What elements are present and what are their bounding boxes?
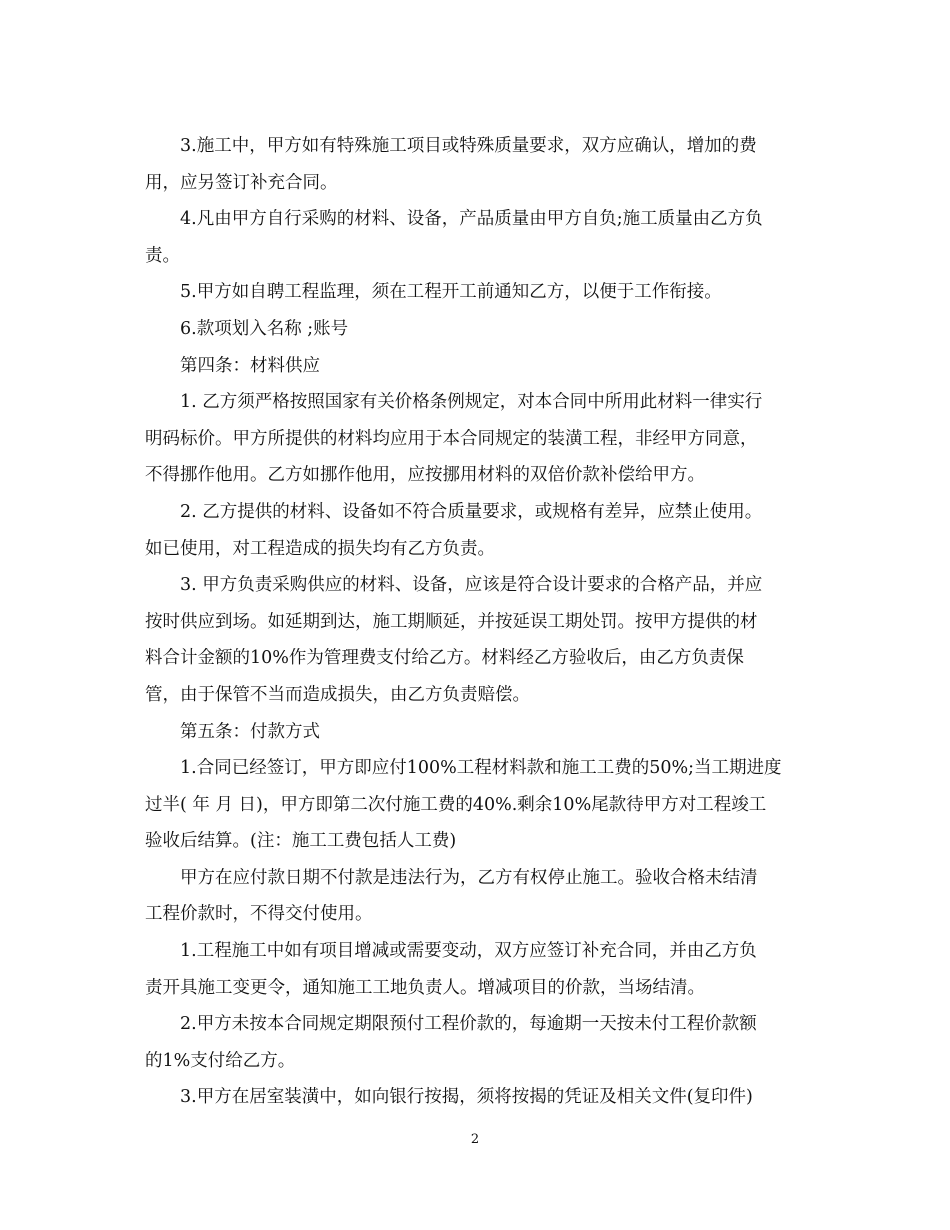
text-line: 6.款项划入名称 ;账号 bbox=[180, 318, 349, 339]
text-line: 不得挪作他用。乙方如挪作他用，应按挪用材料的双倍价款补偿给甲方。 bbox=[145, 465, 705, 486]
text-line: 2.甲方未按本合同规定期限预付工程价款的，每逾期一天按未付工程价款额 bbox=[180, 1014, 757, 1035]
text-line: 的1%支付给乙方。 bbox=[145, 1050, 296, 1071]
text-line: 1.工程施工中如有项目增减或需要变动，双方应签订补充合同，并由乙方负 bbox=[180, 941, 757, 962]
text-line: 料合计金额的10%作为管理费支付给乙方。材料经乙方验收后，由乙方负责保 bbox=[145, 648, 744, 669]
text-line: 管，由于保管不当而造成损失，由乙方负责赔偿。 bbox=[145, 684, 530, 705]
text-line: 责开具施工变更令，通知施工工地负责人。增减项目的价款，当场结清。 bbox=[145, 977, 705, 998]
text-line: 过半( 年 月 日)，甲方即第二次付施工费的40%.剩余10%尾款待甲方对工程竣工 bbox=[145, 794, 767, 815]
text-line: 3.甲方在居室装潢中，如向银行按揭，须将按揭的凭证及相关文件(复印件) bbox=[180, 1087, 753, 1108]
section-heading: 第五条：付款方式 bbox=[180, 721, 320, 742]
text-line: 如已使用，对工程造成的损失均有乙方负责。 bbox=[145, 538, 495, 559]
text-line: 5.甲方如自聘工程监理，须在工程开工前通知乙方，以便于工作衔接。 bbox=[180, 282, 722, 303]
text-line: 1.合同已经签订，甲方即应付100%工程材料款和施工工费的50%;当工期进度 bbox=[180, 758, 782, 779]
text-line: 工程价款时，不得交付使用。 bbox=[145, 904, 373, 925]
text-line: 1. 乙方须严格按照国家有关价格条例规定，对本合同中所用此材料一律实行 bbox=[180, 392, 763, 413]
text-line: 用，应另签订补充合同。 bbox=[145, 172, 338, 193]
text-line: 甲方在应付款日期不付款是违法行为，乙方有权停止施工。验收合格未结清 bbox=[180, 867, 758, 888]
text-line: 3. 甲方负责采购供应的材料、设备，应该是符合设计要求的合格产品，并应 bbox=[180, 575, 763, 596]
text-line: 验收后结算。(注：施工工费包括人工费) bbox=[145, 831, 457, 852]
document-body bbox=[145, 128, 809, 1116]
text-line: 2. 乙方提供的材料、设备如不符合质量要求，或规格有差异，应禁止使用。 bbox=[180, 501, 763, 522]
section-heading: 第四条：材料供应 bbox=[180, 355, 320, 376]
text-line: 责。 bbox=[145, 245, 180, 266]
text-line: 4.凡由甲方自行采购的材料、设备，产品质量由甲方自负;施工质量由乙方负 bbox=[180, 209, 763, 230]
text-line: 3.施工中，甲方如有特殊施工项目或特殊质量要求，双方应确认，增加的费 bbox=[180, 136, 757, 156]
page-number: 2 bbox=[470, 1132, 480, 1147]
text-line: 明码标价。甲方所提供的材料均应用于本合同规定的装潢工程，非经甲方同意， bbox=[145, 428, 758, 449]
text-line: 按时供应到场。如延期到达，施工期顺延，并按延误工期处罚。按甲方提供的材 bbox=[145, 611, 758, 632]
